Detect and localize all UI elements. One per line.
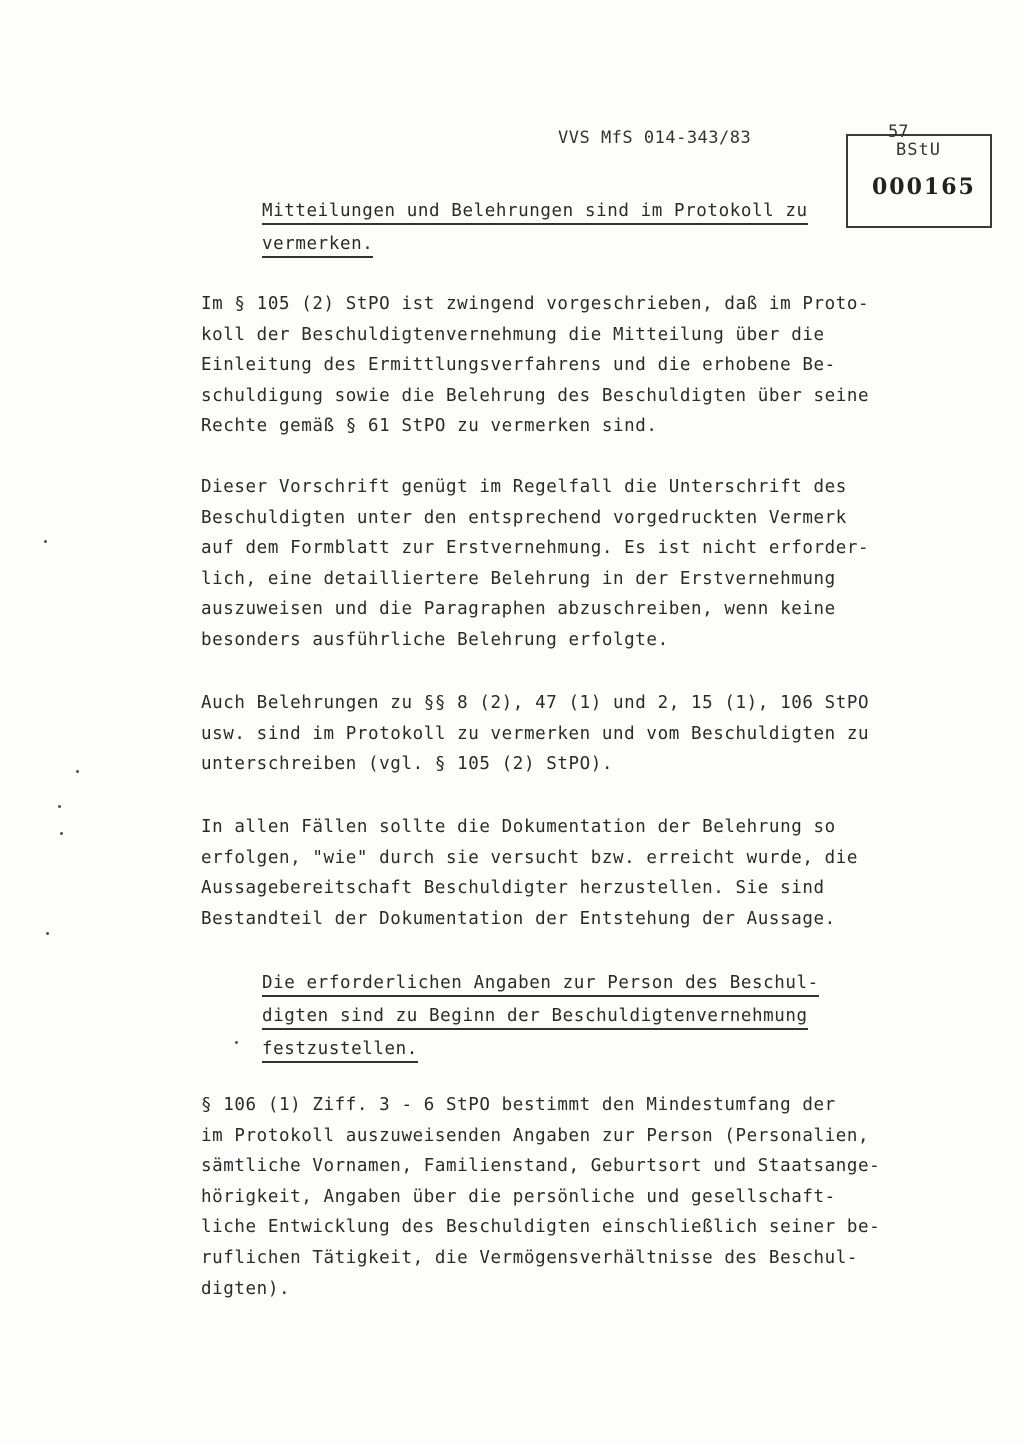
paragraph-4 <box>201 812 961 934</box>
paragraph-3 <box>201 688 961 780</box>
paragraph-5 <box>201 1090 961 1304</box>
scan-speck <box>60 832 63 835</box>
scan-speck <box>46 932 49 935</box>
scan-speck <box>76 770 79 773</box>
heading-line: Mitteilungen und Belehrungen sind im Protokoll zu <box>262 199 808 225</box>
section-heading-2 <box>262 968 819 1067</box>
heading-line: festzustellen. <box>262 1037 418 1063</box>
text-line: lich, eine detailliertere Belehrung in der Erstvernehmung <box>201 568 836 589</box>
text-line: erfolgen, "wie" durch sie versucht bzw. erreicht wurde, die <box>201 847 859 868</box>
text-line: Aussagebereitschaft Beschuldigter herzustellen. Sie sind <box>201 878 825 899</box>
text-line: Auch Belehrungen zu §§ 8 (2), 47 (1) und 2, 15 (1), 106 StPO <box>201 693 870 713</box>
heading-line: digten sind zu Beginn der Beschuldigtenvernehmung <box>262 1004 808 1030</box>
paragraph-2 <box>201 472 961 656</box>
scan-speck <box>58 805 61 808</box>
text-line: unterschreiben (vgl. § 105 (2) StPO). <box>201 754 614 775</box>
text-line: hörigkeit, Angaben über die persönliche und gesellschaft- <box>201 1186 836 1207</box>
stamp-number: 000165 <box>872 174 976 200</box>
text-line: koll der Beschuldigtenvernehmung die Mitteilung über die <box>201 324 825 345</box>
text-line: § 106 (1) Ziff. 3 - 6 StPO bestimmt den Mindestumfang der <box>201 1095 836 1115</box>
text-line: Dieser Vorschrift genügt im Regelfall die Unterschrift des <box>201 477 847 497</box>
document-reference: VVS MfS 014-343/83 <box>558 128 752 148</box>
stamp-label: BStU <box>896 140 941 160</box>
text-line: Bestandteil der Dokumentation der Entstehung der Aussage. <box>201 908 836 929</box>
page-number: 57 <box>888 122 909 142</box>
scan-speck <box>44 540 47 543</box>
text-line: Beschuldigten unter den entsprechend vorgedruckten Vermerk <box>201 507 847 528</box>
text-line: Einleitung des Ermittlungsverfahrens und die erhobene Be- <box>201 355 836 376</box>
archive-stamp <box>846 134 992 228</box>
text-line: schuldigung sowie die Belehrung des Beschuldigten über seine <box>201 385 870 406</box>
text-line: Rechte gemäß § 61 StPO zu vermerken sind. <box>201 416 658 437</box>
section-heading-1 <box>262 196 808 262</box>
text-line: auszuweisen und die Paragraphen abzuschreiben, wenn keine <box>201 599 836 620</box>
text-line: digten). <box>201 1278 291 1299</box>
paragraph-1 <box>201 289 961 442</box>
heading-line: Die erforderlichen Angaben zur Person des Beschul- <box>262 971 819 997</box>
text-line: In allen Fällen sollte die Dokumentation der Belehrung so <box>201 817 836 837</box>
text-line: liche Entwicklung des Beschuldigten einschließlich seiner be- <box>201 1217 881 1238</box>
text-line: im Protokoll auszuweisenden Angaben zur Person (Personalien, <box>201 1125 870 1146</box>
text-line: auf dem Formblatt zur Erstvernehmung. Es ist nicht erforder- <box>201 538 870 559</box>
text-line: ruflichen Tätigkeit, die Vermögensverhältnisse des Beschul- <box>201 1247 859 1268</box>
text-line: sämtliche Vornamen, Familienstand, Geburtsort und Staatsange- <box>201 1156 881 1177</box>
text-line: besonders ausführliche Belehrung erfolgte. <box>201 629 669 650</box>
scan-speck <box>235 1041 238 1044</box>
text-line: Im § 105 (2) StPO ist zwingend vorgeschrieben, daß im Proto- <box>201 294 870 314</box>
heading-line: vermerken. <box>262 232 373 258</box>
text-line: usw. sind im Protokoll zu vermerken und vom Beschuldigten zu <box>201 723 870 744</box>
